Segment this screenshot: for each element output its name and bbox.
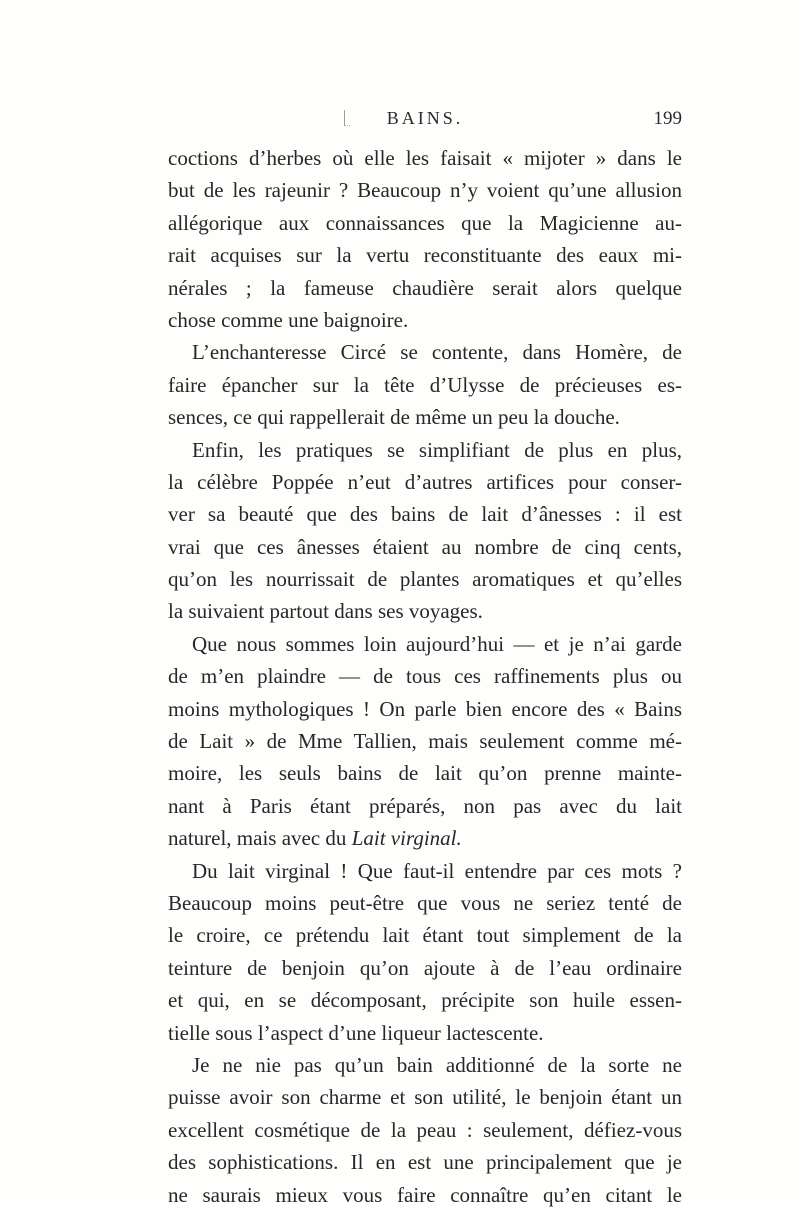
page-number: 199	[653, 108, 682, 129]
text-line: faire épancher sur la tête d’Ulysse de précieuses es-	[168, 372, 682, 397]
running-title: BAINS.	[386, 108, 464, 128]
text-line: des sophistications. Il en est une principalement que je	[168, 1150, 682, 1175]
text-line: excellent cosmétique de la peau : seulement, défiez-vous	[168, 1117, 682, 1142]
text-line: Que nous sommes loin aujourd’hui — et je n’ai garde	[192, 631, 682, 656]
text-line: puisse avoir son charme et son utilité, le benjoin étant un	[168, 1085, 682, 1110]
paragraph	[168, 336, 682, 433]
paragraph	[168, 628, 682, 855]
paragraph	[168, 142, 682, 336]
text-line: vrai que ces ânesses étaient au nombre de cinq cents,	[168, 534, 682, 559]
text-line: nant à Paris étant préparés, non pas avec du lait	[168, 793, 682, 818]
text-line: de Lait » de Mme Tallien, mais seulement comme mé-	[168, 729, 682, 754]
italic-term: Lait virginal.	[351, 826, 462, 851]
text-line: le croire, ce prétendu lait étant tout simplement de la	[168, 923, 682, 948]
paragraph	[168, 434, 682, 628]
text-line: ne saurais mieux vous faire connaître qu’en citant le	[168, 1182, 682, 1207]
text-line: ver sa beauté que des bains de lait d’ânesses : il est	[168, 502, 682, 527]
text-line: but de les rajeunir ? Beaucoup n’y voient qu’une allusion	[168, 178, 682, 203]
text-line: tielle sous l’aspect d’une liqueur lactescente.	[168, 1020, 544, 1045]
text-line: nérales ; la fameuse chaudière serait alors quelque	[168, 275, 682, 300]
text-line: allégorique aux connaissances que la Magicienne au-	[168, 210, 682, 235]
text-line: moins mythologiques ! On parle bien encore des « Bains	[168, 696, 682, 721]
text-line: teinture de benjoin qu’on ajoute à de l’eau ordinaire	[168, 955, 682, 980]
text-line: la célèbre Poppée n’eut d’autres artifices pour conser-	[168, 469, 682, 494]
text-line: Beaucoup moins peut-être que vous ne seriez tenté de	[168, 890, 682, 915]
text-line	[168, 822, 682, 854]
text-line: sences, ce qui rappellerait de même un peu la douche.	[168, 405, 620, 430]
text-line: chose comme une baignoire.	[168, 307, 409, 332]
text-line: Enfin, les pratiques se simplifiant de plus en plus,	[192, 437, 682, 462]
text-line: L’enchanteresse Circé se contente, dans Homère, de	[192, 340, 682, 365]
text-line: de m’en plaindre — de tous ces raffinements plus ou	[168, 664, 682, 689]
text-line-prefix: naturel, mais avec du	[168, 826, 352, 851]
text-line: rait acquises sur la vertu reconstituante des eaux mi-	[168, 243, 682, 268]
text-line: Du lait virginal ! Que faut-il entendre par ces mots ?	[192, 858, 682, 883]
paragraph	[168, 855, 682, 1049]
text-line: moire, les seuls bains de lait qu’on prenne mainte-	[168, 761, 682, 786]
body-text	[168, 142, 682, 1211]
text-line: la suivaient partout dans ses voyages.	[168, 599, 483, 624]
text-line: et qui, en se décomposant, précipite son huile essen-	[168, 988, 682, 1013]
text-line: Je ne nie pas qu’un bain additionné de la sorte ne	[192, 1052, 682, 1077]
paragraph	[168, 1049, 682, 1211]
text-line: qu’on les nourrissait de plantes aromatiques et qu’elles	[168, 567, 682, 592]
running-head	[168, 108, 682, 132]
text-line: coctions d’herbes où elle les faisait « mijoter » dans le	[168, 146, 682, 170]
